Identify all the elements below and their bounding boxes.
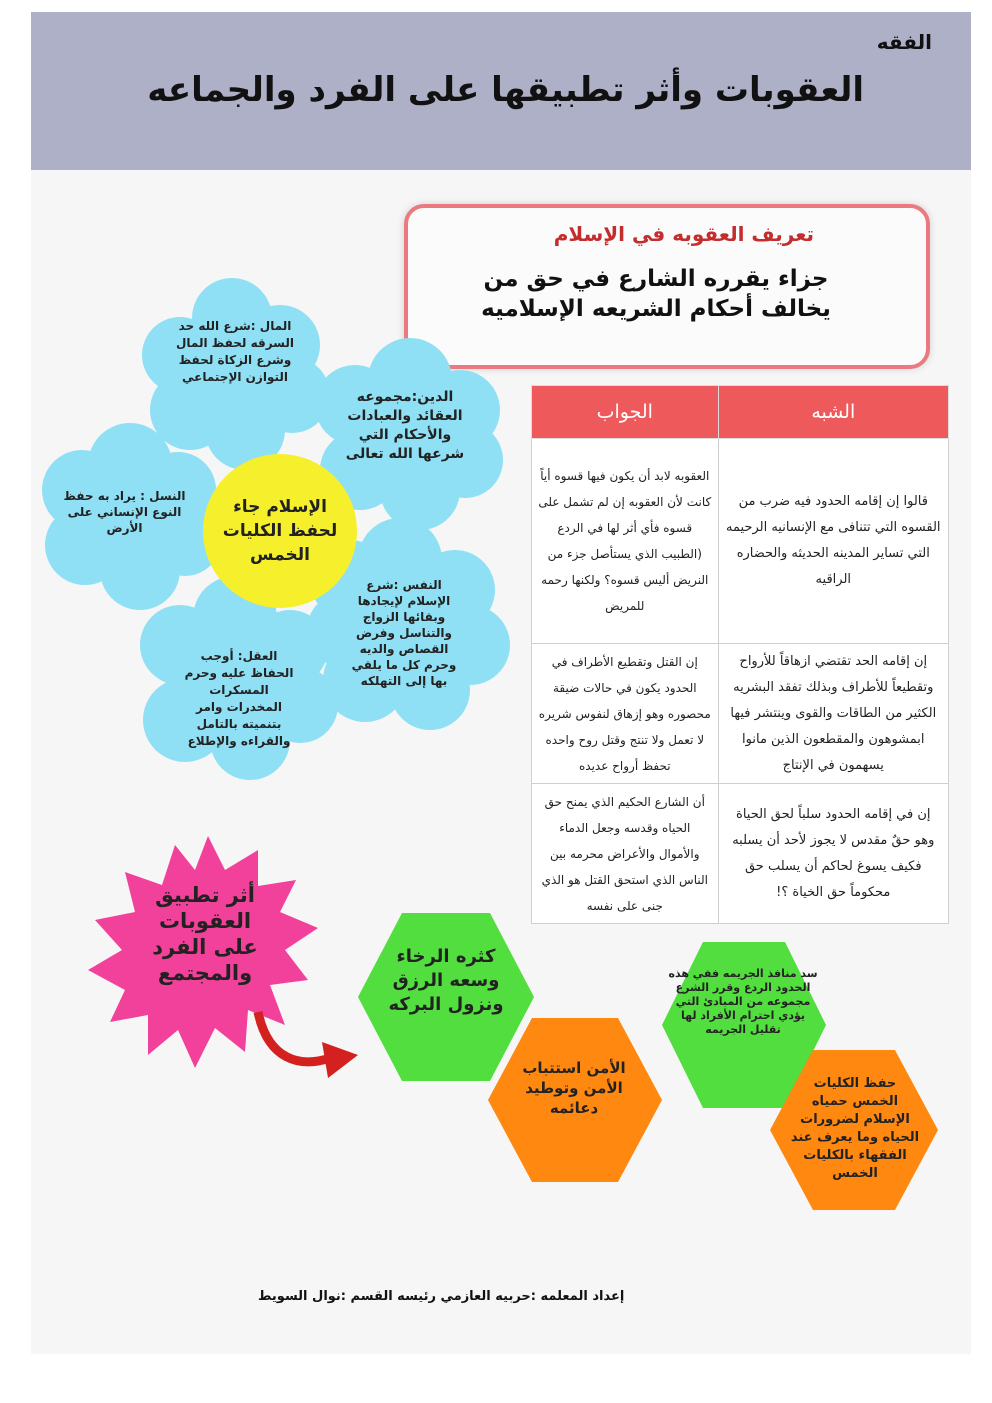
page-title: العقوبات وأثر تطبيقها على الفرد والجماعه [147, 70, 864, 110]
question-cell: إن في إقامه الحدود سلباً لحق الحياة وهو حقٌ مقدس لا يجوز لأحد أن يسلبه فكيف يسوغ لحاكم أن يسلب حق محكوماً حق الخياة ؟! [718, 784, 948, 924]
flower-center-text: الإسلام جاء لحفظ الكليات الخمس [222, 497, 338, 565]
header-question: الشبه [718, 386, 948, 439]
subject-label: الفقه [876, 30, 932, 54]
hex-prosperity-text: كثره الرخاء وسعه الرزق ونزول البركه [388, 946, 504, 1015]
header-answer: الجواب [532, 386, 719, 439]
answer-cell: أن الشارع الحكيم الذي يمنح حق الحياه وقدسه وجعل الدماء والأموال والأعراض محرمه بين الناس الذي استحق القتل هو الذي جنى على نفسه [532, 784, 719, 924]
petal-nafs: النفس :شرع الإسلام لإيجادها وبقائها الزواج والتناسل وفرض القصاص والديه وحرم كل ما يلقي بها إلى التهلكه [351, 578, 457, 688]
answer-cell: إن القتل وتقطيع الأطراف في الحدود يكون في حالات ضيقة محصوره وهو إزهاق لنفوس شريره لا تعمل ولا تنتج وقتل روح واحده تحفظ أرواح عديده [532, 644, 719, 784]
hex-crime-text: سد منافذ الجريمه ففي هذه الحدود الردع وقرر الشرع مجموعه من المبادئ التي يؤدي احترام الأفراد لها تقليل الجريمه [668, 967, 818, 1036]
arrow-icon [258, 1012, 330, 1062]
answer-cell: العقوبه لابد أن يكون فيها قسوه أياً كانت لأن العقوبه إن لم تشمل على قسوه فأي أثر لها في الردع (الطبيب الذي يستأصل جزء من النريض أليس قسوه؟ ولكنها رحمه للمريض [532, 439, 719, 644]
petal-din: الدين:مجموعه العقائد والعبادات والأحكام التي شرعها الله تعالى [345, 389, 465, 462]
definition-body: جزاء يقرره الشارع في حق من يخالف أحكام الشريعه الإسلاميه [481, 266, 831, 322]
petal-nasl: النسل : يراد به حفظ النوع الإنساني على الأرض [63, 489, 186, 535]
definition-title: تعريف العقوبه في الإسلام [553, 222, 814, 246]
arrow-head-icon [322, 1042, 358, 1078]
petal-aql: العقل: أوجب الحفاظ عليه وحرم المسكرات المخدرات وامر بتنميته بالتامل والقراءه والإطلاع [184, 649, 294, 748]
hex-kulliyat-text: حفظ الكليات الخمس حمياه الإسلام لضرورات الحياه وما يعرف عند الفقهاء بالكليات الخمس [790, 1076, 920, 1181]
hex-security-text: الأمن استتباب الأمن وتوطيد دعائمه [522, 1059, 626, 1117]
footer-credits: إعداد المعلمه :حربيه العازمي رئيسه القسم :نوال السويط [258, 1289, 625, 1304]
question-cell: قالوا إن إقامه الحدود فيه ضرب من القسوه التي تتنافى مع الإنسانيه الرحيمه التي تساير المدينه الحديثه والحضاره الراقيه [718, 439, 948, 644]
petal-mal: المال :شرع الله حد السرقه لحفظ المال وشرع الزكاة لحفظ التوازن الإجتماعي [175, 319, 294, 384]
question-cell: إن إقامه الحد تقتضي ازهاقاً للأرواح وتقطيعاً للأطراف وبذلك تفقد البشريه الكثير من الطاقات والقوى وينتشر فيها ابمشوهون والمقطعون الذين مانوا يسهمون في الإنتاج [718, 644, 948, 784]
effects-title: أثر تطبيق العقوبات على الفرد والمجتمع [152, 883, 258, 985]
